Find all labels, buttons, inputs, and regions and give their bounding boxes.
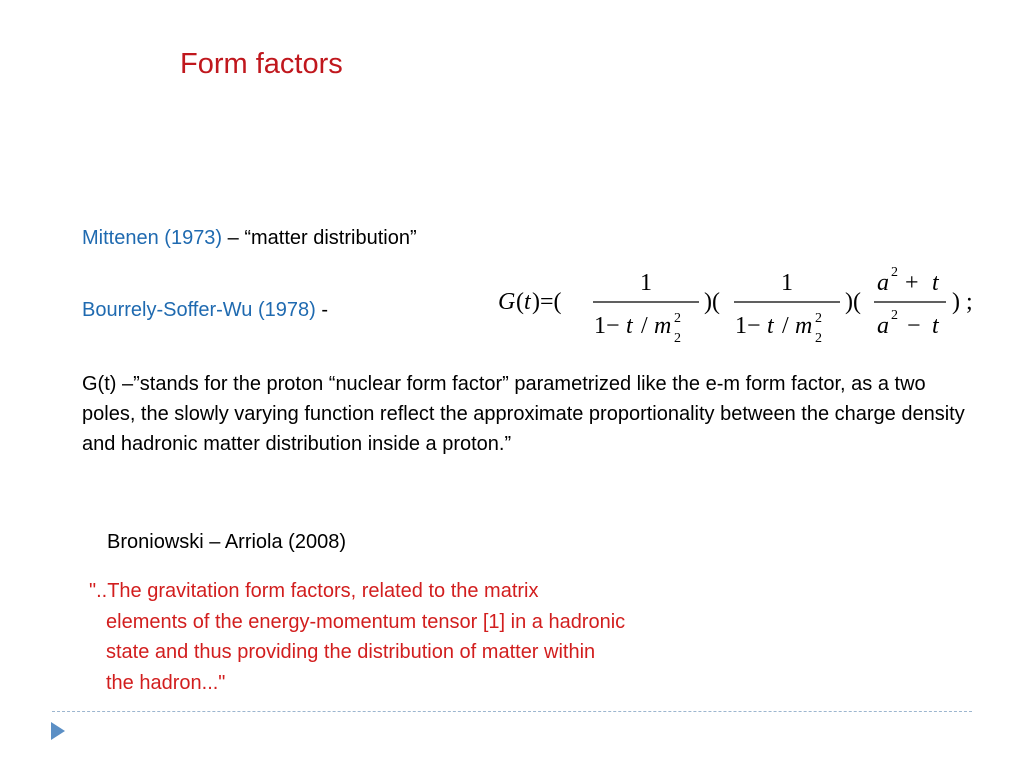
fraction1-den-minus: − bbox=[606, 313, 620, 339]
formula-svg bbox=[492, 262, 992, 344]
formula-lhs-open: ( bbox=[516, 289, 524, 315]
fraction1-numerator: 1 bbox=[640, 270, 652, 296]
mittenen-author: Mittenen bbox=[82, 227, 159, 249]
form-factor-formula bbox=[492, 262, 992, 344]
fraction3-num-plus: + bbox=[905, 270, 919, 296]
formula-G: G bbox=[498, 289, 516, 315]
fraction3-num-a: a bbox=[877, 270, 889, 296]
fraction3-den-t: t bbox=[932, 313, 939, 339]
gravitation-quote bbox=[89, 576, 789, 698]
formula-equals-open: =( bbox=[540, 289, 562, 315]
slide-title: Form factors bbox=[180, 48, 343, 80]
fraction2-den-superscript: 2 bbox=[815, 311, 822, 326]
fraction3-num-t: t bbox=[932, 270, 939, 296]
formula-end: ) ; bbox=[952, 289, 973, 315]
formula-lhs-t: t bbox=[524, 289, 531, 315]
fraction3-den-minus: − bbox=[907, 313, 921, 339]
fraction2-den-t: t bbox=[767, 313, 774, 339]
fraction2-numerator: 1 bbox=[781, 270, 793, 296]
quote-line: state and thus providing the distribution of matter within bbox=[106, 641, 596, 663]
quote-line: elements of the energy-momentum tensor [1] in a hadronic bbox=[106, 610, 626, 633]
fraction2-den-minus: − bbox=[747, 313, 761, 339]
fraction1-den-m: m bbox=[654, 313, 672, 339]
fraction3-num-superscript: 2 bbox=[891, 265, 898, 280]
fraction1-den-superscript: 2 bbox=[674, 311, 681, 326]
quote-line: "..The gravitation form factors, related to the matrix bbox=[89, 580, 539, 602]
quote-line: the hadron..." bbox=[106, 671, 226, 694]
footer-divider bbox=[52, 711, 972, 712]
mittenen-description: – “matter distribution” bbox=[222, 227, 417, 249]
triangle-right-icon bbox=[51, 722, 65, 740]
fraction2-den-slash: / bbox=[782, 313, 789, 339]
bourrely-author: Bourrely-Soffer-Wu (1978) bbox=[82, 299, 316, 321]
formula-lhs-close: ) bbox=[532, 289, 540, 315]
fraction1-den-one: 1 bbox=[594, 313, 606, 339]
fraction2-den-subscript: 2 bbox=[815, 331, 822, 344]
mittenen-reference bbox=[82, 227, 417, 250]
formula-mid-paren-2: )( bbox=[845, 289, 861, 315]
fraction3-den-superscript: 2 bbox=[891, 308, 898, 323]
fraction2-den-one: 1 bbox=[735, 313, 747, 339]
formula-mid-paren-1: )( bbox=[704, 289, 720, 315]
bourrely-reference bbox=[82, 299, 328, 322]
broniowski-reference: Broniowski – Arriola (2008) bbox=[107, 531, 346, 553]
fraction2-den-m: m bbox=[795, 313, 813, 339]
fraction1-den-subscript: 2 bbox=[674, 331, 681, 344]
bourrely-dash: - bbox=[315, 299, 329, 321]
proton-form-factor-paragraph: G(t) –”stands for the proton “nuclear form factor” parametrized like the e-m form factor, as a two poles, the slowly varying function reflect the approximate proportionality between the charge density and hadronic matter distribution inside a proton.” bbox=[82, 373, 965, 455]
fraction1-den-slash: / bbox=[641, 313, 648, 339]
fraction3-den-a: a bbox=[877, 313, 889, 339]
fraction1-den-t: t bbox=[626, 313, 633, 339]
mittenen-year: (1973) bbox=[164, 227, 223, 249]
